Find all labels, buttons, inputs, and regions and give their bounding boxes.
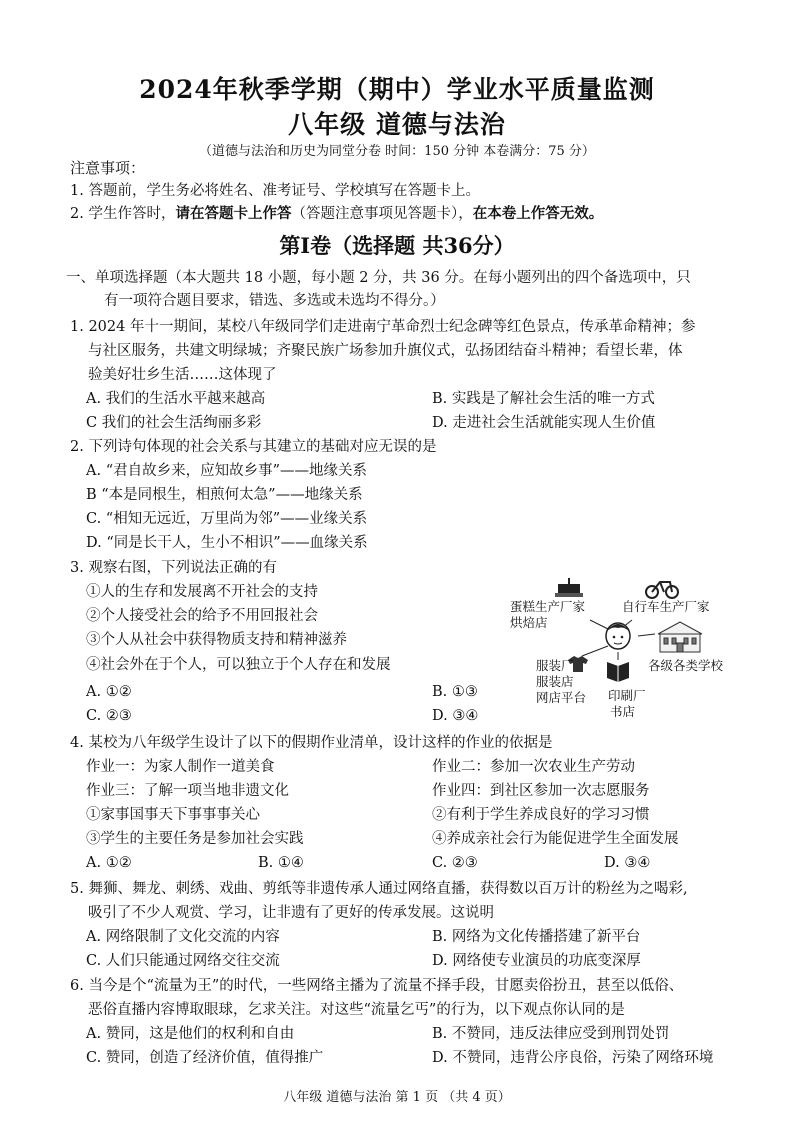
q5-option-c: C. 人们只能通过网络交往交流 bbox=[86, 953, 280, 969]
figure-label-online-store: 网店平台 bbox=[536, 690, 587, 705]
figure-label-clothes-store: 服装店 bbox=[536, 674, 574, 689]
q4-work-3: 作业三：了解一项当地非遗文化 bbox=[86, 783, 289, 799]
q1-stem-line-3: 验美好壮乡生活……这体现了 bbox=[88, 367, 277, 383]
q5-stem-line-1: 5. 舞狮、舞龙、刺绣、戏曲、剪纸等非遗传承人通过网络直播，获得数以百万计的粉丝为之喝彩, bbox=[70, 881, 688, 897]
notice-item-2-bold-2: 在本卷上作答无效。 bbox=[472, 205, 604, 222]
q4-option-b: B. ①④ bbox=[258, 855, 304, 871]
q4-option-d: D. ③④ bbox=[604, 855, 651, 871]
q5-option-d: D. 网络使专业演员的功底变深厚 bbox=[432, 953, 641, 969]
q4-statement-2: ②有利于学生养成良好的学习习惯 bbox=[432, 807, 650, 823]
person-icon bbox=[606, 623, 630, 649]
q6-option-d: D. 不赞同，违背公序良俗，污染了网络环境 bbox=[432, 1050, 714, 1066]
q4-stem: 4. 某校为八年级学生设计了以下的假期作业清单，设计这样的作业的依据是 bbox=[70, 735, 553, 751]
q3-option-d: D. ③④ bbox=[432, 708, 479, 724]
figure-label-bike: 自行车生产厂家 bbox=[622, 599, 710, 614]
q1-option-d: D. 走进社会生活就能实现人生价值 bbox=[432, 415, 656, 431]
page-footer: 八年级 道德与法治 第 1 页 （共 4 页） bbox=[283, 1090, 511, 1105]
q2-stem: 2. 下列诗句体现的社会关系与其建立的基础对应无误的是 bbox=[70, 439, 437, 455]
q3-option-a: A. ①② bbox=[86, 684, 132, 700]
figure-label-bookstore: 书店 bbox=[610, 704, 636, 719]
section-instruction-line-2: 有一项符合题目要求，错选、多选或未选均不得分。） bbox=[104, 293, 445, 309]
q3-statement-2: ②个人接受社会的给予不用回报社会 bbox=[86, 608, 318, 624]
q4-work-2: 作业二：参加一次农业生产劳动 bbox=[432, 759, 635, 775]
exam-subtitle: （道德与法治和历史为同堂分卷 时间：150 分钟 本卷满分：75 分） bbox=[199, 144, 595, 159]
q1-stem-line-1: 1. 2024 年十一期间，某校八年级同学们走进南宁革命烈士纪念碑等红色景点，传承革命精神；参 bbox=[70, 319, 696, 335]
q1-option-b: B. 实践是了解社会生活的唯一方式 bbox=[432, 391, 655, 407]
figure-label-printing: 印刷厂 bbox=[608, 688, 646, 703]
q1-option-c: C 我们的社会生活绚丽多彩 bbox=[86, 415, 262, 431]
section-title: 第Ⅰ卷（选择题 共36分） bbox=[279, 233, 515, 258]
notice-item-2-pre: 2. 学生作答时， bbox=[70, 206, 176, 222]
notice-item-2 bbox=[70, 204, 603, 224]
q4-work-1: 作业一：为家人制作一道美食 bbox=[86, 759, 275, 775]
q4-option-a: A. ①② bbox=[86, 855, 132, 871]
cake-icon bbox=[555, 578, 583, 597]
q4-statement-4: ④养成亲社会行为能促进学生全面发展 bbox=[432, 831, 679, 847]
figure-label-cake: 蛋糕生产厂家 bbox=[510, 599, 586, 614]
q5-option-b: B. 网络为文化传播搭建了新平台 bbox=[432, 929, 641, 945]
q4-option-c: C. ②③ bbox=[432, 855, 478, 871]
notice-heading: 注意事项： bbox=[70, 159, 146, 177]
exam-subject-title: 八年级 道德与法治 bbox=[288, 110, 506, 139]
figure-label-bakery: 烘焙店 bbox=[510, 615, 548, 630]
figure-label-schools: 各级各类学校 bbox=[648, 658, 724, 673]
q4-statement-1: ①家事国事天下事事事关心 bbox=[86, 807, 260, 823]
q3-option-b: B. ①③ bbox=[432, 684, 478, 700]
q3-figure bbox=[510, 574, 750, 724]
q6-option-c: C. 赞同，创造了经济价值，值得推广 bbox=[86, 1050, 324, 1066]
notice-item-2-mid: （答题注意事项见答题卡）， bbox=[291, 206, 473, 222]
figure-label-clothes-factory: 服装厂 bbox=[536, 658, 574, 673]
notice-item-1: 1. 答题前，学生务必将姓名、准考证号、学校填写在答题卡上。 bbox=[70, 183, 480, 199]
section-instruction-line-1: 一、单项选择题（本大题共 18 小题，每小题 2 分，共 36 分。在每小题列出的四个备选项中，只 bbox=[66, 270, 691, 286]
book-icon bbox=[607, 662, 629, 682]
q5-stem-line-2: 吸引了不少人观赏、学习，让非遗有了更好的传承发展。这说明 bbox=[88, 905, 494, 921]
q3-stem: 3. 观察右图，下列说法正确的有 bbox=[70, 560, 277, 576]
bicycle-icon bbox=[646, 582, 678, 598]
q3-statement-4: ④社会外在于个人，可以独立于个人存在和发展 bbox=[86, 657, 391, 673]
q6-option-a: A. 赞同，这是他们的权利和自由 bbox=[86, 1026, 295, 1042]
q3-statement-3: ③个人从社会中获得物质支持和精神滋养 bbox=[86, 632, 347, 648]
exam-title: 2024年秋季学期（期中）学业水平质量监测 bbox=[139, 75, 655, 104]
q4-statement-3: ③学生的主要任务是参加社会实践 bbox=[86, 831, 304, 847]
q1-option-a: A. 我们的生活水平越来越高 bbox=[86, 391, 266, 407]
q5-option-a: A. 网络限制了文化交流的内容 bbox=[86, 929, 280, 945]
q3-option-c: C. ②③ bbox=[86, 708, 132, 724]
q2-option-b: B “本是同根生，相煎何太急”——地缘关系 bbox=[86, 487, 363, 503]
q4-work-4: 作业四：到社区参加一次志愿服务 bbox=[432, 783, 650, 799]
q2-option-d: D. “同是长干人，生小不相识”——血缘关系 bbox=[86, 535, 368, 551]
q2-option-c: C. “相知无远近，万里尚为邻”——业缘关系 bbox=[86, 511, 368, 527]
q3-statement-1: ①人的生存和发展离不开社会的支持 bbox=[86, 584, 318, 600]
q1-stem-line-2: 与社区服务，共建文明绿城；齐聚民族广场参加升旗仪式，弘扬团结奋斗精神；看望长辈，体 bbox=[88, 343, 683, 359]
q6-option-b: B. 不赞同，违反法律应受到刑罚处罚 bbox=[432, 1026, 670, 1042]
q6-stem-line-2: 恶俗直播内容博取眼球，乞求关注。对这些“流量乞丐”的行为，以下观点你认同的是 bbox=[88, 1002, 625, 1018]
notice-item-2-bold-1: 请在答题卡上作答 bbox=[175, 205, 292, 222]
school-icon bbox=[658, 622, 702, 652]
q6-stem-line-1: 6. 当今是个“流量为王”的时代，一些网络主播为了流量不择手段，甘愿卖俗扮丑，甚至以低俗、 bbox=[70, 978, 684, 994]
q2-option-a: A. “君自故乡来，应知故乡事”——地缘关系 bbox=[86, 463, 368, 479]
